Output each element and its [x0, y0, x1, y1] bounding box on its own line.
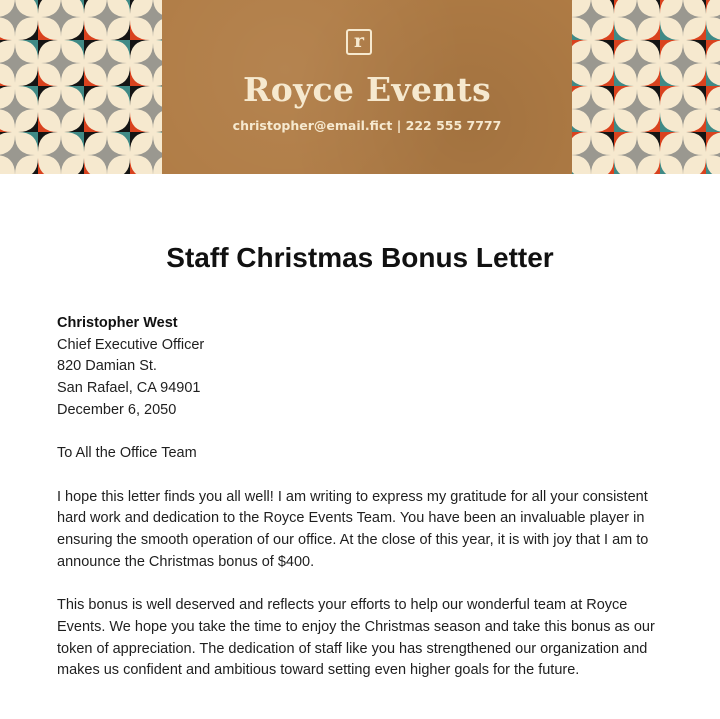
letter-title: Staff Christmas Bonus Letter	[166, 242, 554, 273]
sender-name: Christopher West	[57, 315, 178, 331]
contact-separator: |	[396, 118, 402, 133]
contact-line	[162, 118, 572, 133]
logo-r-icon: r	[346, 29, 372, 55]
spacer	[57, 422, 657, 444]
decorative-pattern-right	[572, 0, 720, 174]
sender-city: San Rafael, CA 94901	[57, 380, 201, 397]
sender-street: 820 Damian St.	[57, 358, 157, 375]
recipient-line: To All the Office Team	[57, 445, 197, 462]
body-paragraph-2: This bonus is well deserved and reflects your efforts to help our wonderful team at Royce Events. We hope you take the time to enjoy the Christmas season and take this bonus as our token of appreciation. The dedication of staff like you has strengthened our organization and makes us confident and ambitious toward setting even higher goals for the future.	[57, 597, 655, 679]
kraft-panel	[162, 0, 572, 174]
body-paragraph-1: I hope this letter finds you all well! I am writing to express my gratitude for all your consistent hard work and dedication to the Royce Events Team. You have been an invaluable player in ensuring the smooth operation of our office. At the close of this year, it is with joy that I am to announce the Christmas bonus of $400.	[57, 488, 649, 570]
spacer	[57, 573, 657, 595]
sender-position: Chief Executive Officer	[57, 336, 205, 353]
header-banner	[0, 0, 720, 174]
company-name: Royce Events	[243, 70, 491, 109]
contact-phone: 222 555 7777	[405, 118, 502, 133]
contact-email: christopher@email.fict	[232, 118, 393, 133]
letter-body	[57, 313, 657, 682]
letter-date: December 6, 2050	[57, 401, 177, 418]
decorative-pattern-left	[0, 0, 162, 174]
spacer	[57, 465, 657, 487]
